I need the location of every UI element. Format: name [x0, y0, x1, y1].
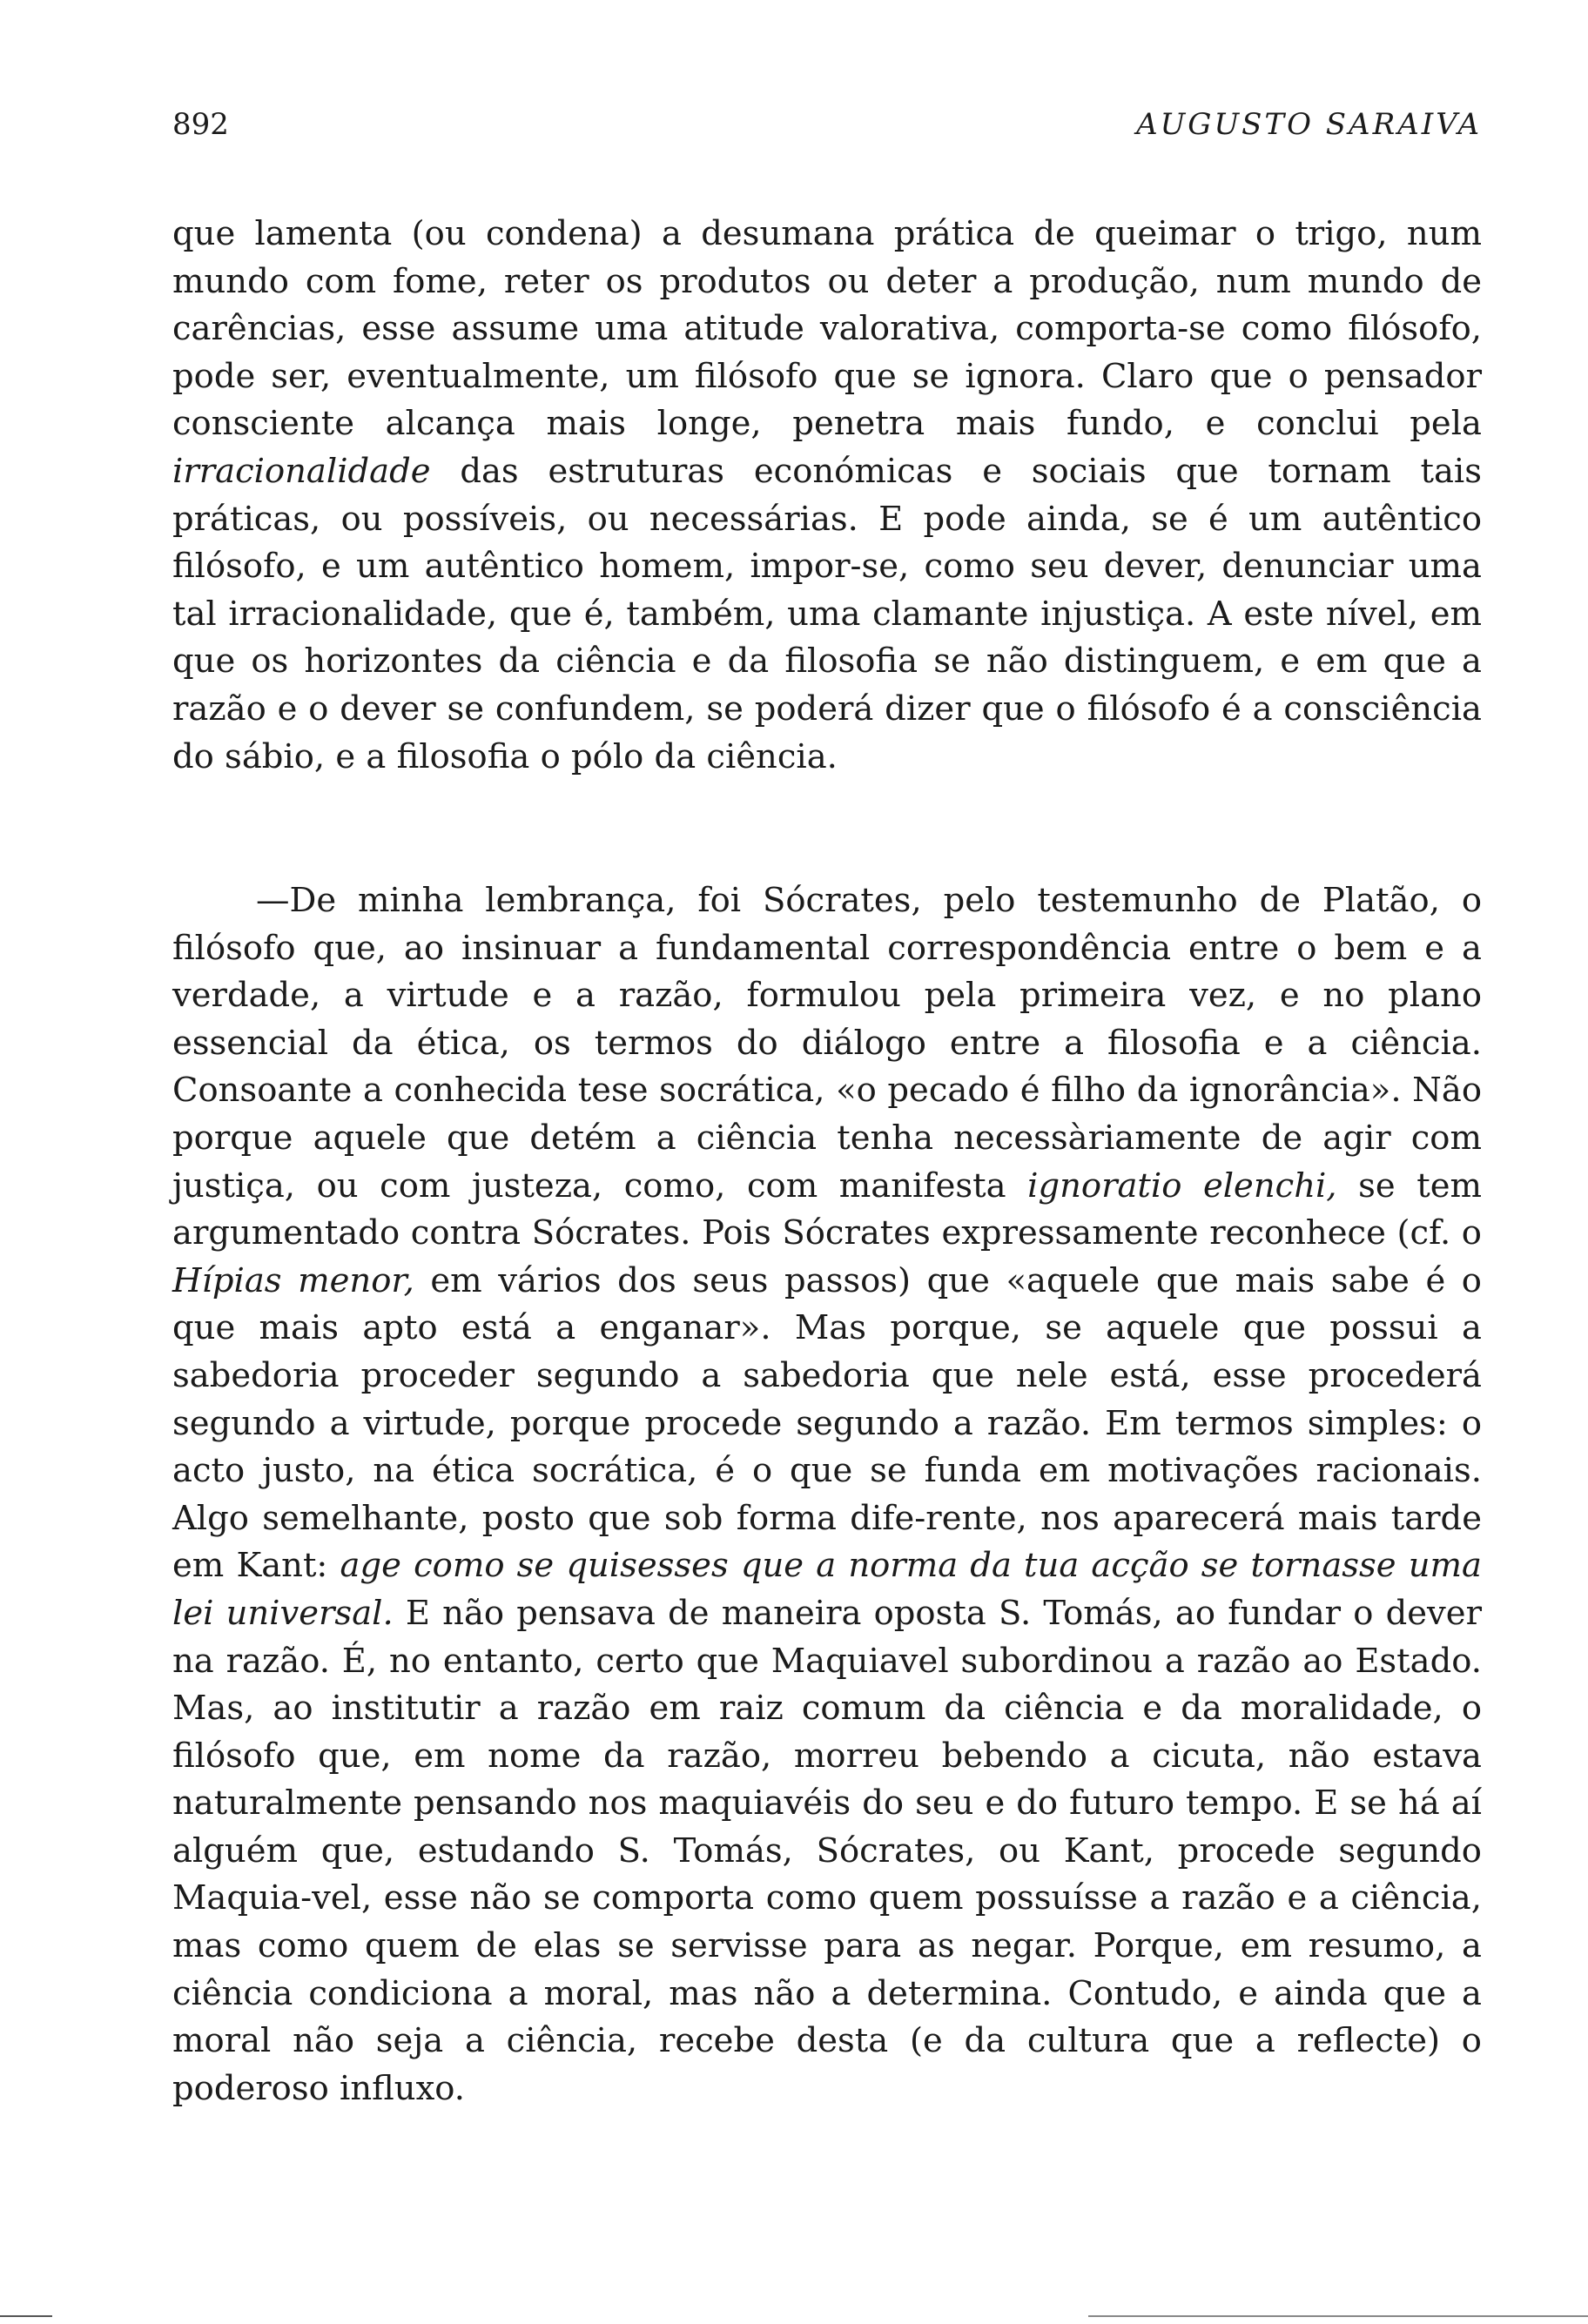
scan-edge-mark [0, 2315, 52, 2317]
text-run: E não pensava de maneira oposta S. Tomás, ao fundar o dever na razão. É, no entanto, certo que Maquiavel subordinou a razão ao Estado. Mas, ao institutir a razão em raiz comum da ciência e da moralidade, o filósofo que, em nome da razão, morreu bebendo a cicuta, não estava naturalmente pensando nos maquiavéis do seu e do futuro tempo. E se há aí alguém que, estudando S. Tomás, Sócrates, ou Kant, procede segundo Maquia-vel, esse não se comporta como quem possuísse a razão e a ciência, mas como quem de elas se servisse para as negar. Porque, em resumo, a ciência condiciona a moral, mas não a determina. Contudo, e ainda que a moral não seja a ciência, recebe desta (e da cultura que a reflecte) o poderoso influxo. [172, 1593, 1482, 2108]
paragraph-dialogue [172, 877, 1482, 2112]
running-title: AUGUSTO SARAIVA [1136, 107, 1482, 142]
running-head [172, 103, 1482, 146]
text-run: —De minha lembrança, foi Sócrates, pelo testemunho de Platão, o filósofo que, ao insinuar a fundamental correspondência entre o bem e a verdade, a virtude e a razão, formulou pela primeira vez, e no plano essencial da ética, os termos do diálogo entre a filosofia e a ciência. Consoante a conhecida tese socrática, «o pecado é filho da ignorância». Não porque aquele que detém a ciência tenha necessàriamente de agir com justiça, ou com justeza, como, com manifesta [172, 881, 1482, 1206]
text-run: das estruturas económicas e sociais que tornam tais práticas, ou possíveis, ou necessárias. E pode ainda, se é um autêntico filósofo, e um autêntico homem, impor-se, como seu dever, denunciar uma tal irracionalidade, que é, também, uma clamante injustiça. A este nível, em que os horizontes da ciência e da filosofia se não distinguem, e em que a razão e o dever se confundem, se poderá dizer que o filósofo é a consciência do sábio, e a filosofia o pólo da ciência. [172, 451, 1482, 776]
scan-edge-mark [1088, 2315, 1588, 2317]
text-run: em vários dos seus passos) que «aquele que mais sabe é o que mais apto está a enganar». Mas porque, se aquele que possui a sabedoria proceder segundo a sabedoria que nele está, esse procederá segundo a virtude, porque procede segundo a razão. Em termos simples: o acto justo, na ética socrática, é o que se funda em motivações racionais. Algo semelhante, posto que sob forma dife-rente, nos aparecerá mais tarde em Kant: [172, 1260, 1482, 1586]
italic-title: Hípias menor, [172, 1260, 414, 1300]
text-run: se tem argumentado contra Sócrates. Pois Sócrates expressamente reconhece (cf. o [172, 1165, 1482, 1253]
page-number: 892 [172, 107, 229, 142]
text-run: que lamenta (ou condena) a desumana prática de queimar o trigo, num mundo com fome, reter os produtos ou deter a produção, num mundo de carências, esse assume uma atitude valorativa, comporta-se como filósofo, pode ser, eventualmente, um filósofo que se ignora. Claro que o pensador consciente alcança mais longe, penetra mais fundo, e conclui pela [172, 214, 1482, 444]
italic-term: irracionalidade [172, 451, 431, 491]
paragraph-continuation [172, 211, 1482, 781]
italic-quote: age como se quisesses que a norma da tua acção se tornasse uma lei universal. [172, 1546, 1482, 1633]
italic-term: ignoratio elenchi, [1027, 1165, 1337, 1206]
